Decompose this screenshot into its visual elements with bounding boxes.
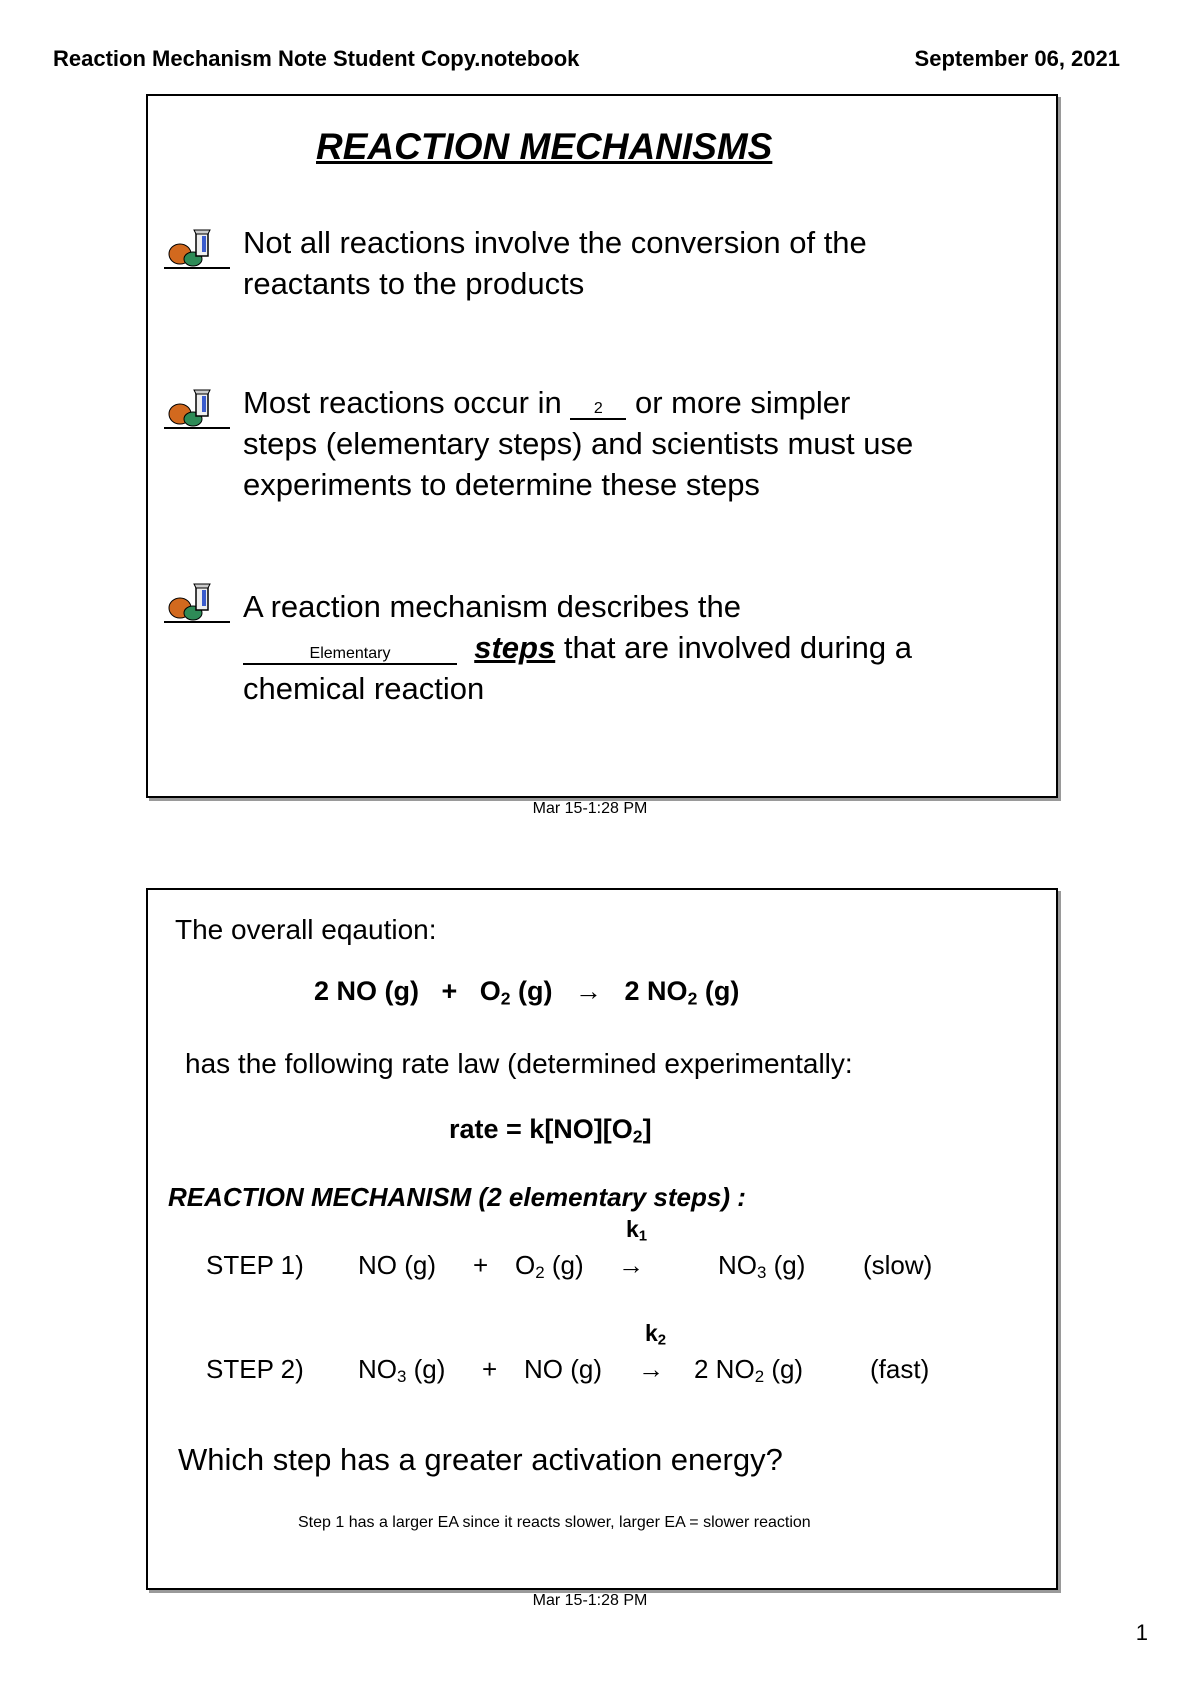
bullet-2-text-a: Most reactions occur in bbox=[243, 385, 571, 420]
fill-in-blank-2: 2 bbox=[570, 400, 626, 420]
fill-in-blank-elementary: Elementary bbox=[243, 645, 457, 665]
k2-letter: k bbox=[645, 1320, 658, 1346]
step-2-arrow: → bbox=[638, 1354, 664, 1384]
step-2-speed: (fast) bbox=[870, 1354, 930, 1384]
step-2-reactant-1-state: (g) bbox=[406, 1354, 446, 1384]
page-number: 1 bbox=[1135, 1620, 1148, 1645]
scientist-icon bbox=[164, 386, 230, 430]
step-1-plus: + bbox=[473, 1250, 489, 1280]
step-2-reactant-1-sub: 3 bbox=[397, 1367, 407, 1387]
bullet-3-line-1: A reaction mechanism describes the bbox=[243, 589, 741, 624]
bullet-2-line-3: experiments to determine these steps bbox=[243, 467, 760, 502]
step-1-reactant-2-state: (g) bbox=[544, 1250, 584, 1280]
step-2-product-main: 2 NO bbox=[694, 1354, 755, 1384]
bullet-3-text-b: that are involved during a bbox=[555, 630, 912, 665]
equation-part-right: (g) bbox=[697, 976, 740, 1006]
bullet-2-text-b: or more simpler bbox=[626, 385, 851, 420]
activation-energy-question: Which step has a greater activation energy? bbox=[178, 1442, 783, 1477]
step-2-plus: + bbox=[482, 1354, 498, 1384]
bullet-2-line-1 bbox=[243, 382, 913, 423]
slide-2 bbox=[146, 888, 1058, 1590]
step-1-product-state: (g) bbox=[766, 1250, 806, 1280]
step-1-product bbox=[718, 1250, 805, 1283]
step-2-reactant-1-main: NO bbox=[358, 1354, 397, 1384]
bullet-3-line-3: chemical reaction bbox=[243, 671, 485, 706]
slide-1-timestamp: Mar 15-1:28 PM bbox=[532, 800, 648, 817]
step-1-reactant-2-main: O bbox=[515, 1250, 536, 1280]
k2-subscript: 2 bbox=[657, 1331, 667, 1349]
step-1-label: STEP 1) bbox=[206, 1250, 304, 1280]
mechanism-heading: REACTION MECHANISM (2 elementary steps) : bbox=[168, 1182, 746, 1212]
step-2-label: STEP 2) bbox=[206, 1354, 304, 1384]
steps-word: steps bbox=[474, 630, 556, 665]
bullet-3-line-2 bbox=[243, 627, 912, 668]
scientist-icon bbox=[164, 226, 230, 270]
bullet-1 bbox=[243, 222, 867, 304]
bullet-2 bbox=[243, 382, 913, 505]
slide-1 bbox=[146, 94, 1058, 798]
equation-part-mid: (g) → 2 NO bbox=[510, 976, 688, 1006]
rate-law-main: rate = k[NO][O bbox=[449, 1114, 633, 1144]
step-2-product-state: (g) bbox=[764, 1354, 804, 1384]
header-date: September 06, 2021 bbox=[914, 46, 1120, 71]
k1-subscript: 1 bbox=[638, 1227, 648, 1245]
step-1-reactant-1: NO (g) bbox=[358, 1250, 436, 1280]
step-1-reactant-2 bbox=[515, 1250, 584, 1283]
step-1-arrow: → bbox=[618, 1250, 644, 1280]
step-1-reactant-2-sub: 2 bbox=[535, 1263, 545, 1283]
k1-letter: k bbox=[626, 1216, 639, 1242]
slide-2-timestamp: Mar 15-1:28 PM bbox=[532, 1592, 648, 1609]
step-2-reactant-2: NO (g) bbox=[524, 1354, 602, 1384]
step-1-product-main: NO bbox=[718, 1250, 757, 1280]
equation-subscript: 2 bbox=[500, 988, 511, 1009]
bullet-3 bbox=[243, 586, 912, 709]
answer-text: Step 1 has a larger EA since it reacts slower, larger EA = slower reaction bbox=[298, 1514, 811, 1531]
step-2-product-sub: 2 bbox=[754, 1367, 765, 1387]
slide-title: REACTION MECHANISMS bbox=[316, 126, 773, 167]
step-2-product bbox=[694, 1354, 803, 1387]
rate-law-intro: has the following rate law (determined experimentally: bbox=[185, 1048, 853, 1079]
notebook-title: Reaction Mechanism Note Student Copy.notebook bbox=[53, 46, 580, 71]
bullet-2-line-2: steps (elementary steps) and scientists must use bbox=[243, 426, 914, 461]
overall-equation-label: The overall eqaution: bbox=[175, 914, 437, 945]
bullet-1-line-2: reactants to the products bbox=[243, 266, 585, 301]
rate-constant-k2 bbox=[645, 1320, 666, 1349]
overall-equation bbox=[314, 976, 739, 1009]
rate-law-subscript: 2 bbox=[632, 1126, 643, 1147]
bullet-1-line-1: Not all reactions involve the conversion of the bbox=[243, 225, 867, 260]
rate-law bbox=[449, 1114, 652, 1147]
step-1-product-sub: 3 bbox=[757, 1263, 767, 1283]
step-1-speed: (slow) bbox=[863, 1250, 933, 1280]
equation-part-left: 2 NO (g) + O bbox=[314, 976, 501, 1006]
step-2-reactant-1 bbox=[358, 1354, 445, 1387]
rate-law-end: ] bbox=[642, 1114, 652, 1144]
scientist-icon bbox=[164, 580, 230, 624]
equation-subscript: 2 bbox=[687, 988, 698, 1009]
rate-constant-k1 bbox=[626, 1216, 647, 1245]
